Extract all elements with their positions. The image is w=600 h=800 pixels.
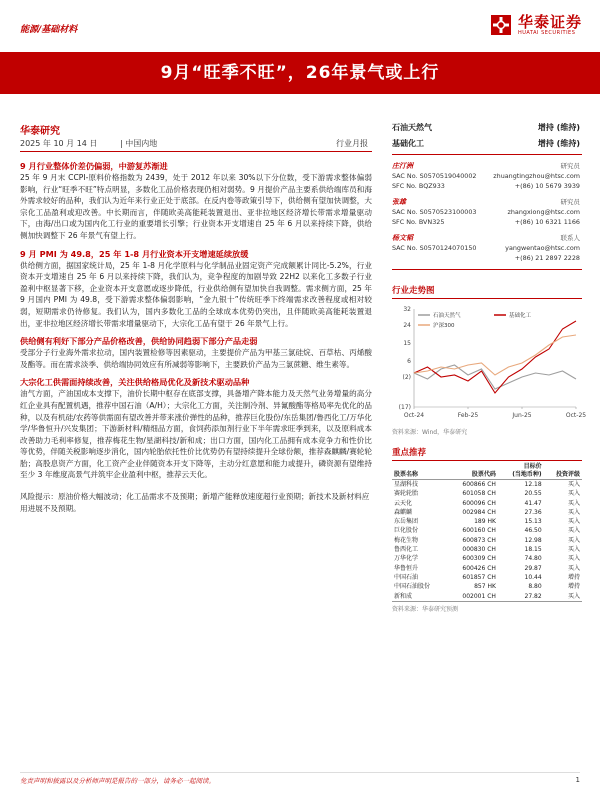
legend-label: 石油天然气 (433, 313, 461, 319)
investment-rating: 买入 (567, 499, 580, 507)
rec-source: 资料来源：华泰研究预测 (392, 605, 459, 613)
logo-text-en: HUATAI SECURITIES (517, 29, 576, 36)
x-tick-label: Oct-25 (565, 412, 587, 419)
title-banner (0, 52, 600, 94)
investment-rating: 买入 (567, 564, 580, 572)
table-row (392, 517, 582, 526)
report-place: | 中国内地 (120, 139, 158, 148)
y-tick-label: (2) (402, 374, 411, 381)
target-price: 20.55 (524, 490, 542, 498)
rec-header-target-top: 目标价 (523, 463, 542, 470)
analyst-sac: SAC No. S0570519040002 (392, 172, 477, 180)
target-price: 10.44 (524, 573, 542, 581)
stock-name: 云天化 (394, 499, 413, 507)
y-tick-label: 32 (403, 306, 411, 313)
stock-name: 森麒麟 (394, 508, 413, 516)
rec-header: 股票代码 (447, 471, 498, 480)
top-bar (0, 0, 600, 44)
stock-name: 巨化股份 (394, 527, 419, 535)
x-tick-label: Feb-25 (457, 412, 479, 419)
stock-code: 600096 CH (462, 499, 496, 507)
table-row (392, 592, 582, 602)
stock-name: 鲁西化工 (394, 546, 419, 554)
analyst-role: 研究员 (560, 162, 580, 170)
table-row (392, 536, 582, 545)
risk-warning: 风险提示：原油价格大幅波动；化工品需求不及预期；新增产能释放速度超行业预期；新技术及新材料应用进展不及预期。 (20, 492, 370, 513)
rating-row (392, 118, 582, 134)
target-price: 15.13 (524, 518, 542, 526)
series-line (414, 321, 576, 393)
chart-source: 资料来源：Wind，华泰研究 (392, 429, 468, 436)
rec-header: 股票名称 (392, 471, 447, 480)
stock-name: 华鲁恒升 (394, 564, 419, 572)
investment-rating: 买入 (567, 527, 580, 535)
logo-text: 华泰证券 (517, 12, 582, 31)
rec-header: 投资评级 (544, 471, 582, 480)
report-type: 行业月报 (336, 139, 368, 148)
stock-name: 新和成 (392, 592, 447, 602)
table-row (392, 564, 582, 573)
page-number: 1 (575, 776, 580, 784)
section-heading: 供给侧有利好下部分产品价格改善，供给协同趋弱下部分产品走弱 (20, 336, 258, 347)
investment-rating: 买入 (567, 555, 580, 563)
dateline (20, 138, 372, 152)
investment-rating: 买入 (567, 536, 580, 544)
stock-name: 赛轮轮胎 (394, 490, 419, 498)
investment-rating: 增持 (567, 583, 580, 591)
analyst-card (392, 161, 582, 191)
ratings (392, 118, 582, 155)
logo (490, 12, 582, 38)
legend-label: 沪深300 (433, 323, 455, 329)
investment-rating: 买入 (567, 518, 580, 526)
section-body: 受部分子行业海外需求拉动，国内装置检修等因素驱动，主要提价产品为甲基三氯硅烷、百草枯、丙烯酸及酯等。而在需求淡季、供给端协同效应有所减弱等影响下，主要跌价产品为三氯蔗糖、维生素等。 (20, 348, 372, 369)
y-tick-label: 24 (403, 322, 411, 329)
main-content (20, 160, 372, 514)
analyst-sfc: SFC No. BQZ933 (392, 181, 445, 190)
stock-code: 600426 CH (462, 564, 496, 572)
analyst-name: 杨文韬 (392, 234, 413, 242)
section-body: 25 年 9 月末 CCPI-原料价格指数为 2439，处于 2012 年以来 30%以下分位数，受下游需求整体偏弱影响，行业“旺季不旺”特点明显，多数化工品价格表现仍相对弱势。9 月提价产品主要系供给端库员和海外需求较好的品种，我们认为近年来行业正处于底部。在反内卷等政策引导下，供给侧有望加快调整，大宗化工品盈利或迎改善。中长期而言，伴随欧美高能耗装置退出、亚非拉地区经济增长带需求增量驱动下，由海/出口或为国内化工行业的重要增长引擎；行业资本开支增速自 25 年 6 月以来持续下降，供给侧加快调整下 26 年景气有望上行。 (20, 173, 372, 240)
stock-name: 中国石油股份 (394, 583, 431, 591)
table-row (392, 508, 582, 517)
stock-code: 002001 CH (447, 592, 498, 602)
rating-row (392, 134, 582, 150)
stock-name: 东岳集团 (394, 518, 419, 526)
sidebar (392, 118, 587, 613)
stock-name: 梅花生物 (394, 536, 419, 544)
analyst-list (392, 161, 582, 270)
rec-header: (当地币种) (498, 471, 544, 480)
report-date: 2025 年 10 月 14 日 (20, 139, 98, 148)
section-heading: 9 月 PMI 为 49.8，25 年 1-8 月行业资本开支增速延续放缓 (20, 248, 249, 259)
stock-code: 000830 CH (462, 546, 496, 554)
stock-name: 星湖科技 (394, 481, 419, 488)
investment-rating: 买入 (544, 592, 582, 602)
rating-value: 增持 (维持) (537, 139, 580, 148)
analyst-role: 联系人 (560, 234, 580, 242)
target-price: 46.50 (524, 527, 542, 535)
analyst-phone: +(86) 21 2897 2228 (514, 253, 580, 262)
stock-name: 万华化学 (394, 555, 419, 563)
chart-title: 行业走势图 (392, 284, 582, 299)
footer-disclaimer: 免责声明和披露以及分析师声明是报告的一部分，请务必一起阅读。 (20, 777, 215, 785)
stock-code: 189 HK (474, 518, 496, 526)
sector-label: 能源/基础材料 (20, 25, 78, 35)
table-row (392, 554, 582, 563)
analyst-email[interactable]: yangwentao@htsc.com (505, 244, 580, 252)
table-row (392, 499, 582, 508)
table-row (392, 489, 582, 498)
rating-industry: 石油天然气 (392, 123, 432, 132)
stock-name: 中国石油 (394, 573, 419, 581)
recommendations-title: 重点推荐 (392, 446, 582, 461)
analyst-card (392, 197, 582, 227)
series-line (414, 365, 576, 389)
target-price: 12.18 (524, 481, 542, 488)
legend-label: 基础化工 (509, 313, 532, 319)
brand-label: 华泰研究 (20, 126, 60, 137)
analyst-email[interactable]: zhangxiong@htsc.com (507, 208, 580, 216)
stock-code: 600309 CH (462, 555, 496, 563)
investment-rating: 买入 (567, 490, 580, 498)
table-row (392, 526, 582, 535)
logo-mark-icon (490, 14, 512, 36)
analyst-email[interactable]: zhuangtingzhou@htsc.com (493, 172, 580, 180)
x-tick-label: Jun-25 (512, 412, 532, 419)
analyst-sac: SAC No. S0570523100003 (392, 208, 477, 216)
stock-code: 600160 CH (462, 527, 496, 535)
industry-trend-chart (392, 303, 587, 425)
stock-code: 857 HK (474, 583, 496, 591)
target-price: 27.82 (498, 592, 544, 602)
analyst-sfc: SFC No. BVN325 (392, 217, 445, 226)
target-price: 8.80 (528, 583, 542, 591)
analyst-phone: +(86) 10 5679 3939 (514, 181, 580, 190)
target-price: 74.80 (524, 555, 542, 563)
analyst-name: 庄汀洲 (392, 162, 413, 170)
investment-rating: 增持 (567, 573, 580, 581)
analyst-card (392, 233, 582, 263)
target-price: 12.98 (524, 536, 542, 544)
target-price: 18.15 (524, 546, 542, 554)
stock-code: 601857 CH (462, 573, 496, 581)
investment-rating: 买入 (567, 508, 580, 516)
table-row (392, 582, 582, 591)
recommendations-table (392, 463, 582, 602)
stock-code: 600873 CH (462, 536, 496, 544)
stock-code: 002984 CH (462, 508, 496, 516)
stock-code: 601058 CH (462, 490, 496, 498)
rating-industry: 基础化工 (392, 139, 424, 148)
target-price: 29.87 (524, 564, 542, 572)
section-heading: 大宗化工供需面持续改善，关注供给格局优化及新技术驱动品种 (20, 377, 250, 388)
table-row (392, 573, 582, 582)
section-body: 供给侧方面，据国家统计局，25 年 1-8 月化学原料与化学制品业固定资产完成额累计同比-5.2%，行业资本开支增速自 25 年 6 月以来持续下降，我们认为，竞争程度的加剧导致 22H2 以来化工多数子行业盈利中枢显著下移，企业资本开支意愿或逐步降低，行业供给侧有望加快自我调整。需求侧方面，25 年 9 月国内 PMI 为 49.8，受下游需求整体偏弱影响，“金九银十”传统旺季下终端需求改善程度或相对较弱，短期需求仍待修复。我们认为，国内多数化工品的全球成本优势仍突出，且伴随欧美高能耗装置退出，亚非拉地区经济增长带需求增量驱动下，大宗化工品有望于 26 年景气上行。 (20, 260, 372, 328)
series-line (414, 335, 576, 375)
section-body: 油气方面，产油国成本支撑下，油价长期中枢存在底部支撑，具备增产降本能力及天然气业务增量的高分红企业具有配置机遇，推荐中国石油（A/H）；大宗化工方面，关注制冷剂、异氰酸酯等格局率先优化的品种，以及有机硅/农药等供需面有望改善并带来涨价弹性的品种，推荐巨化股份/东岳集团/鲁西化工/万华化学/华鲁恒升/兴发集团；下游新材料/精细品方面，食饲药添加剂行业下半年需求旺季到来，以及原料成本改善助力毛利率修复，推荐梅花生物/星湖科技/新和成；出口方面，国内化工品拥有成本竞争力和性价比等优势，伴随关税影响逐步消化，国内轮胎依托性价比优势仍有望持续提升全球份额，推荐森麒麟/赛轮轮胎；高股息资产方面，化工资产企业伴随资本开支下降等，主动分红意愿和能力或提升，磷资源有望维持至少 3 年维度高景气并筑牢企业盈利中枢，推荐云天化。 (20, 389, 372, 480)
rating-value: 增持 (维持) (537, 123, 580, 132)
investment-rating: 买入 (567, 546, 580, 554)
stock-code: 600866 CH (462, 481, 496, 488)
analyst-name: 张雄 (392, 198, 406, 206)
analyst-phone: +(86) 10 6321 1166 (514, 217, 580, 226)
table-row (392, 480, 582, 490)
report-title: 9月“旺季不旺”，26年景气或上行 (160, 63, 440, 83)
footer-divider (20, 772, 580, 773)
table-row (392, 545, 582, 554)
section-heading: 9 月行业整体价差仍偏弱，中游复苏渐进 (20, 161, 168, 171)
y-tick-label: 15 (403, 340, 411, 347)
analyst-role: 研究员 (560, 198, 580, 206)
chart-svg (392, 303, 587, 425)
target-price: 27.36 (524, 508, 542, 516)
investment-rating: 买入 (567, 481, 580, 488)
target-price: 41.47 (524, 499, 542, 507)
x-tick-label: Oct-24 (403, 412, 425, 419)
y-tick-label: 6 (407, 358, 411, 365)
analyst-sac: SAC No. S0570124070150 (392, 244, 477, 252)
y-tick-label: (17) (398, 404, 411, 411)
